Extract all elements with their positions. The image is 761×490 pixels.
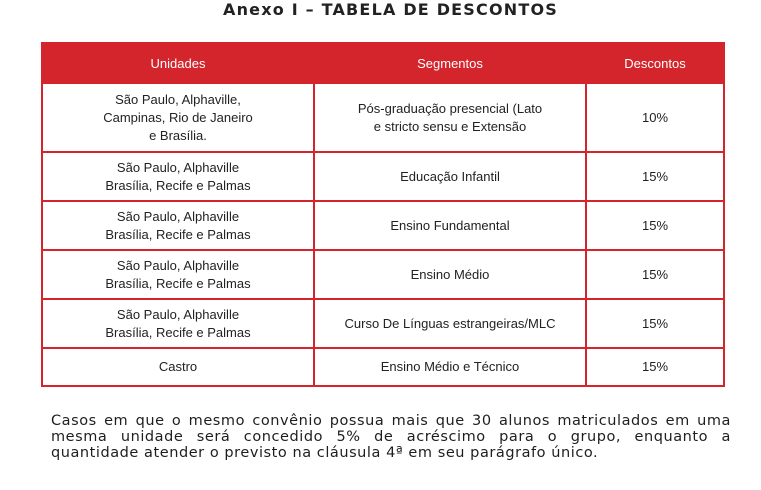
cell-desconto: 15%: [586, 348, 724, 386]
cell-unidades: São Paulo, Alphaville Brasília, Recife e Palmas: [42, 152, 314, 201]
table-row: [42, 299, 724, 348]
table-row: [42, 250, 724, 299]
cell-unidades: São Paulo, Alphaville Brasília, Recife e Palmas: [42, 250, 314, 299]
table-row: [42, 83, 724, 152]
cell-unidades: São Paulo, Alphaville, Campinas, Rio de Janeiro e Brasília.: [42, 83, 314, 152]
footnote-text: Casos em que o mesmo convênio possua mais que 30 alunos matriculados em uma mesma unidade será concedido 5% de acréscimo para o grupo, enquanto a quantidade atender o previsto na cláusula 4ª em seu parágrafo único.: [51, 413, 731, 461]
cell-desconto: 15%: [586, 201, 724, 250]
cell-segmento: Pós-graduação presencial (Lato e stricto sensu e Extensão: [314, 83, 586, 152]
cell-segmento: Curso De Línguas estrangeiras/MLC: [314, 299, 586, 348]
header-descontos: Descontos: [586, 43, 724, 83]
page-title: Anexo I – TABELA DE DESCONTOS: [222, 0, 559, 19]
cell-unidades: São Paulo, Alphaville Brasília, Recife e Palmas: [42, 201, 314, 250]
cell-unidades: São Paulo, Alphaville Brasília, Recife e Palmas: [42, 299, 314, 348]
cell-desconto: 10%: [586, 83, 724, 152]
table-row: [42, 348, 724, 386]
header-segmentos: Segmentos: [314, 43, 586, 83]
table-header-row: [42, 43, 724, 83]
header-unidades: Unidades: [42, 43, 314, 83]
cell-desconto: 15%: [586, 250, 724, 299]
table-row: [42, 152, 724, 201]
cell-segmento: Educação Infantil: [314, 152, 586, 201]
cell-segmento: Ensino Médio: [314, 250, 586, 299]
cell-desconto: 15%: [586, 299, 724, 348]
cell-desconto: 15%: [586, 152, 724, 201]
table-row: [42, 201, 724, 250]
cell-unidades: Castro: [42, 348, 314, 386]
cell-segmento: Ensino Fundamental: [314, 201, 586, 250]
discount-table: [41, 42, 725, 387]
cell-segmento: Ensino Médio e Técnico: [314, 348, 586, 386]
